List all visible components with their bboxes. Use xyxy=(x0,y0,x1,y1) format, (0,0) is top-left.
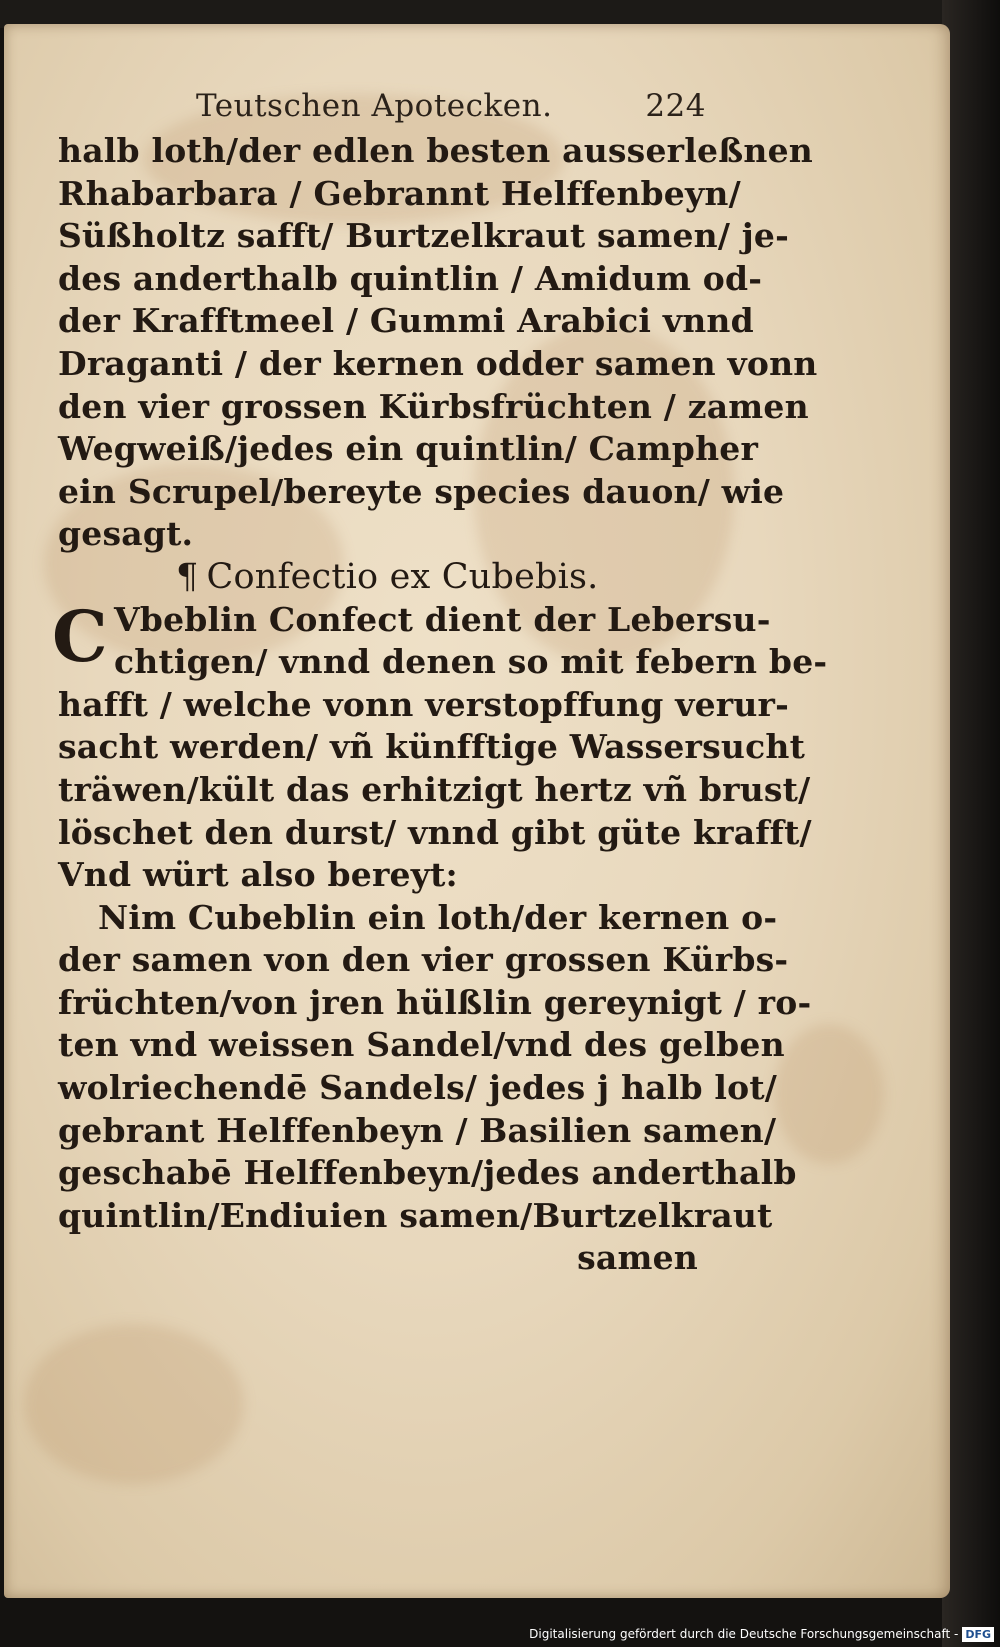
text-line: Süßholtz safft/ Burtzelkraut samen/ je- xyxy=(58,216,790,256)
text-line: früchten/von jren hülßlin gereynigt / ro- xyxy=(58,982,812,1022)
text-line: träwen/kült das erhitzigt hertz vñ brust/ xyxy=(58,769,811,809)
text-line: der Krafftmeel / Gummi Arabici vnnd xyxy=(58,301,754,341)
paper-stain xyxy=(774,1024,884,1164)
text-line: halb loth/der edlen besten ausserleßnen xyxy=(58,131,814,170)
page-number: 224 xyxy=(645,88,706,124)
scan-background-right xyxy=(942,0,1000,1647)
text-line: chtigen/ vnnd denen so mit febern be- xyxy=(114,642,828,682)
digitization-credit xyxy=(529,1623,994,1645)
text-line: Rhabarbara / Gebrannt Helffenbeyn/ xyxy=(58,173,741,213)
paragraph-confectio xyxy=(52,594,828,897)
text-line: geschabē Helffenbeyn/jedes anderthalb xyxy=(58,1153,797,1193)
paragraph-recipe xyxy=(58,897,812,1238)
text-line-content: Vbeblin Confect dient der Lebersu- xyxy=(114,599,771,639)
running-header xyxy=(196,88,716,128)
text-line: wolriechendē Sandels/ jedes j halb lot/ xyxy=(58,1068,778,1108)
running-title: Teutschen Apotecken. xyxy=(196,88,553,124)
text-line: Draganti / der kernen odder samen vonn xyxy=(58,343,818,383)
text-line: ten vnd weissen Sandel/vnd des gelben xyxy=(58,1025,785,1065)
text-line: sacht werden/ vñ künfftige Wassersucht xyxy=(58,727,806,767)
heading-text: Confectio ex Cubebis. xyxy=(206,556,599,597)
text-line: gebrant Helffenbeyn / Basilien samen/ xyxy=(58,1110,777,1150)
text-line: Vnd würt also bereyt: xyxy=(58,855,458,895)
section-heading xyxy=(58,556,738,599)
body-text xyxy=(52,130,828,1280)
text-line: löschet den durst/ vnnd gibt güte krafft/ xyxy=(58,812,812,852)
pilcrow-mark: ¶ xyxy=(176,556,199,597)
text-line: ein Scrupel/bereyte species dauon/ wie xyxy=(58,471,785,511)
text-line: der samen von den vier grossen Kürbs- xyxy=(58,940,789,980)
catchword: samen xyxy=(577,1238,698,1278)
text-line: gesagt. xyxy=(58,514,194,554)
paragraph-continued xyxy=(58,130,818,556)
credit-text: Digitalisierung gefördert durch die Deutsche Forschungsgemeinschaft - xyxy=(529,1627,959,1641)
paper-stain xyxy=(24,1324,244,1484)
initial-capital: C xyxy=(52,594,108,678)
dfg-logo: DFG xyxy=(962,1627,994,1642)
text-line: hafft / welche vonn verstopffung verur- xyxy=(58,684,790,724)
text-line: quintlin/Endiuien samen/Burtzelkraut xyxy=(58,1195,773,1235)
text-line: Wegweiß/jedes ein quintlin/ Campher xyxy=(58,429,759,469)
text-line: Nim Cubeblin ein loth/der kernen o- xyxy=(98,897,778,937)
text-line: des anderthalb quintlin / Amidum od- xyxy=(58,258,763,298)
text-line: den vier grossen Kürbsfrüchten / zamen xyxy=(58,386,809,426)
